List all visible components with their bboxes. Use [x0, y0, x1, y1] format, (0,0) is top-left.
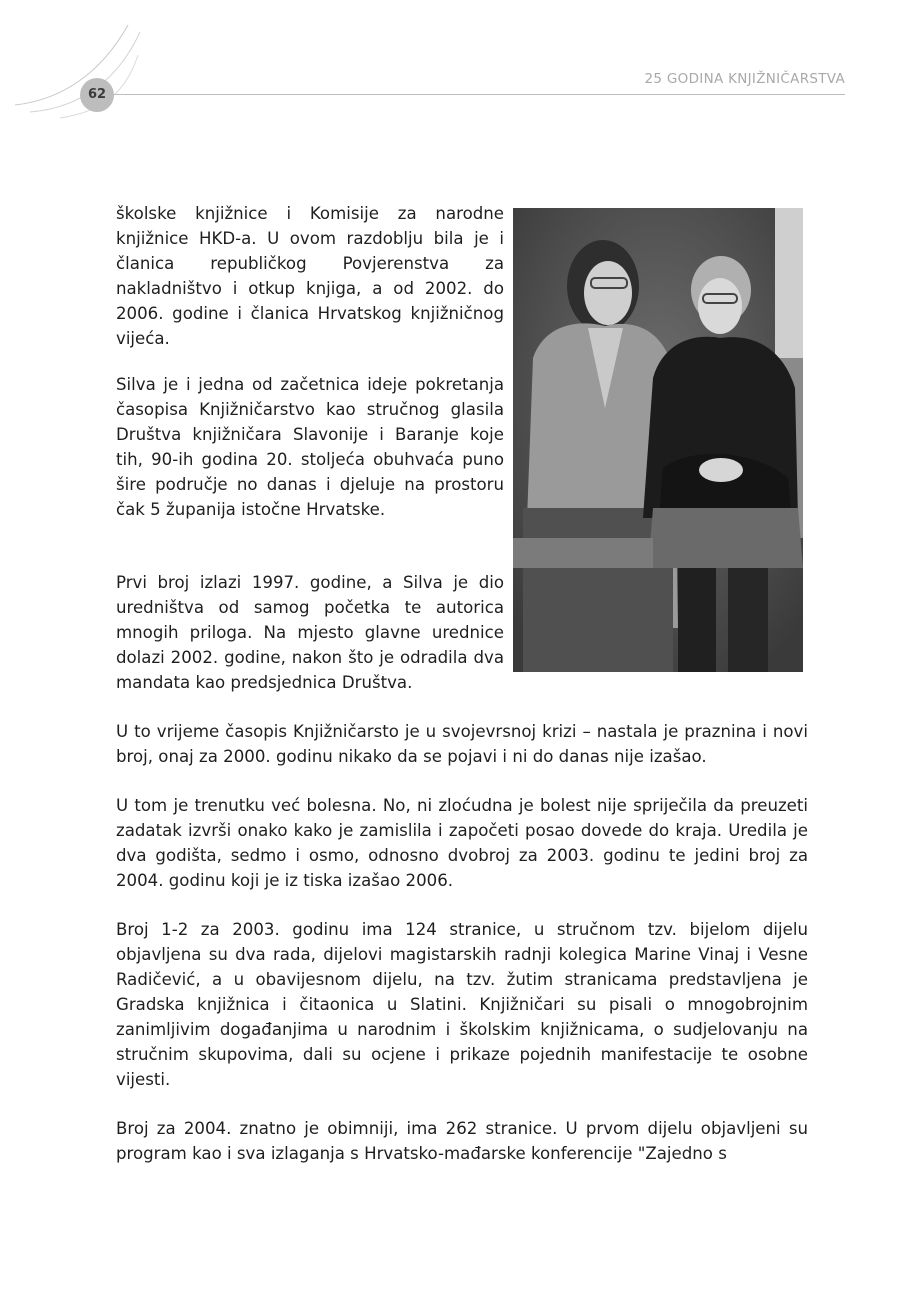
header-rule: [114, 94, 845, 95]
paragraph-3: Prvi broj izlazi 1997. godine, a Silva je dio uredništva od samog početka te autorica mnogih priloga. Na mjesto glavne urednice dolazi 2002. godine, nakon što je odradila dva mandata kao predsjednica Društva.: [116, 573, 504, 692]
running-title: 25 GODINA KNJIŽNIČARSTVA: [644, 71, 845, 87]
paragraph-5: U tom je trenutku već bolesna. No, ni zloćudna je bolest nije spriječila da preuzeti zadatak izvrši onako kako je zamislila i započeti posao dovede do kraja. Uredila je dva godišta, sedmo i osmo, odnosno dvobroj za 2003. godinu te jedini broj za 2004. godinu koji je iz tiska izašao 2006.: [116, 796, 808, 890]
paragraph-2: Silva je i jedna od začetnica ideje pokretanja časopisa Knjižničarstvo kao stručnog glasila Društva knjižničara Slavonije i Baranje koje tih, 90-ih godina 20. stoljeća obuhvaća puno šire područje no danas i djeluje na prostoru čak 5 županija istočne Hrvatske.: [116, 375, 504, 519]
photo-illustration-icon: [513, 208, 803, 672]
page-number-badge: 62: [80, 78, 114, 112]
photo-two-women-seated: [513, 208, 803, 672]
paragraph-1: školske knjižnice i Komisije za narodne knjižnice HKD-a. U ovom razdoblju bila je i članica republičkog Povjerenstva za nakladništvo i otkup knjiga, a od 2002. do 2006. godine i članica Hrvatskog knjižničnog vijeća.: [116, 204, 504, 348]
paragraph-4: U to vrijeme časopis Knjižničarsto je u svojevrsnoj krizi – nastala je praznina i novi broj, onaj za 2000. godinu nikako da se pojavi i ni do danas nije izašao.: [116, 722, 808, 766]
paragraph-6: Broj 1-2 za 2003. godinu ima 124 stranice, u stručnom tzv. bijelom dijelu objavljena su dva rada, dijelovi magistarskih radnji kolegica Marine Vinaj i Vesne Radičević, a u obavijesnom dijelu, na tzv. žutim stranicama predstavljena je Gradska knjižnica i čitaonica u Slatini. Knjižničari su pisali o mnogobrojnim zanimljivim događanjima u narodnim i školskim knjižnicama, o sudjelovanju na stručnim skupovima, dali su ocjene i prikaze pojednih manifestacije te osobne vijesti.: [116, 920, 808, 1089]
paragraph-7: Broj za 2004. znatno je obimniji, ima 262 stranice. U prvom dijelu objavljeni su program kao i sva izlaganja s Hrvatsko-mađarske konferencije "Zajedno s: [116, 1119, 808, 1163]
